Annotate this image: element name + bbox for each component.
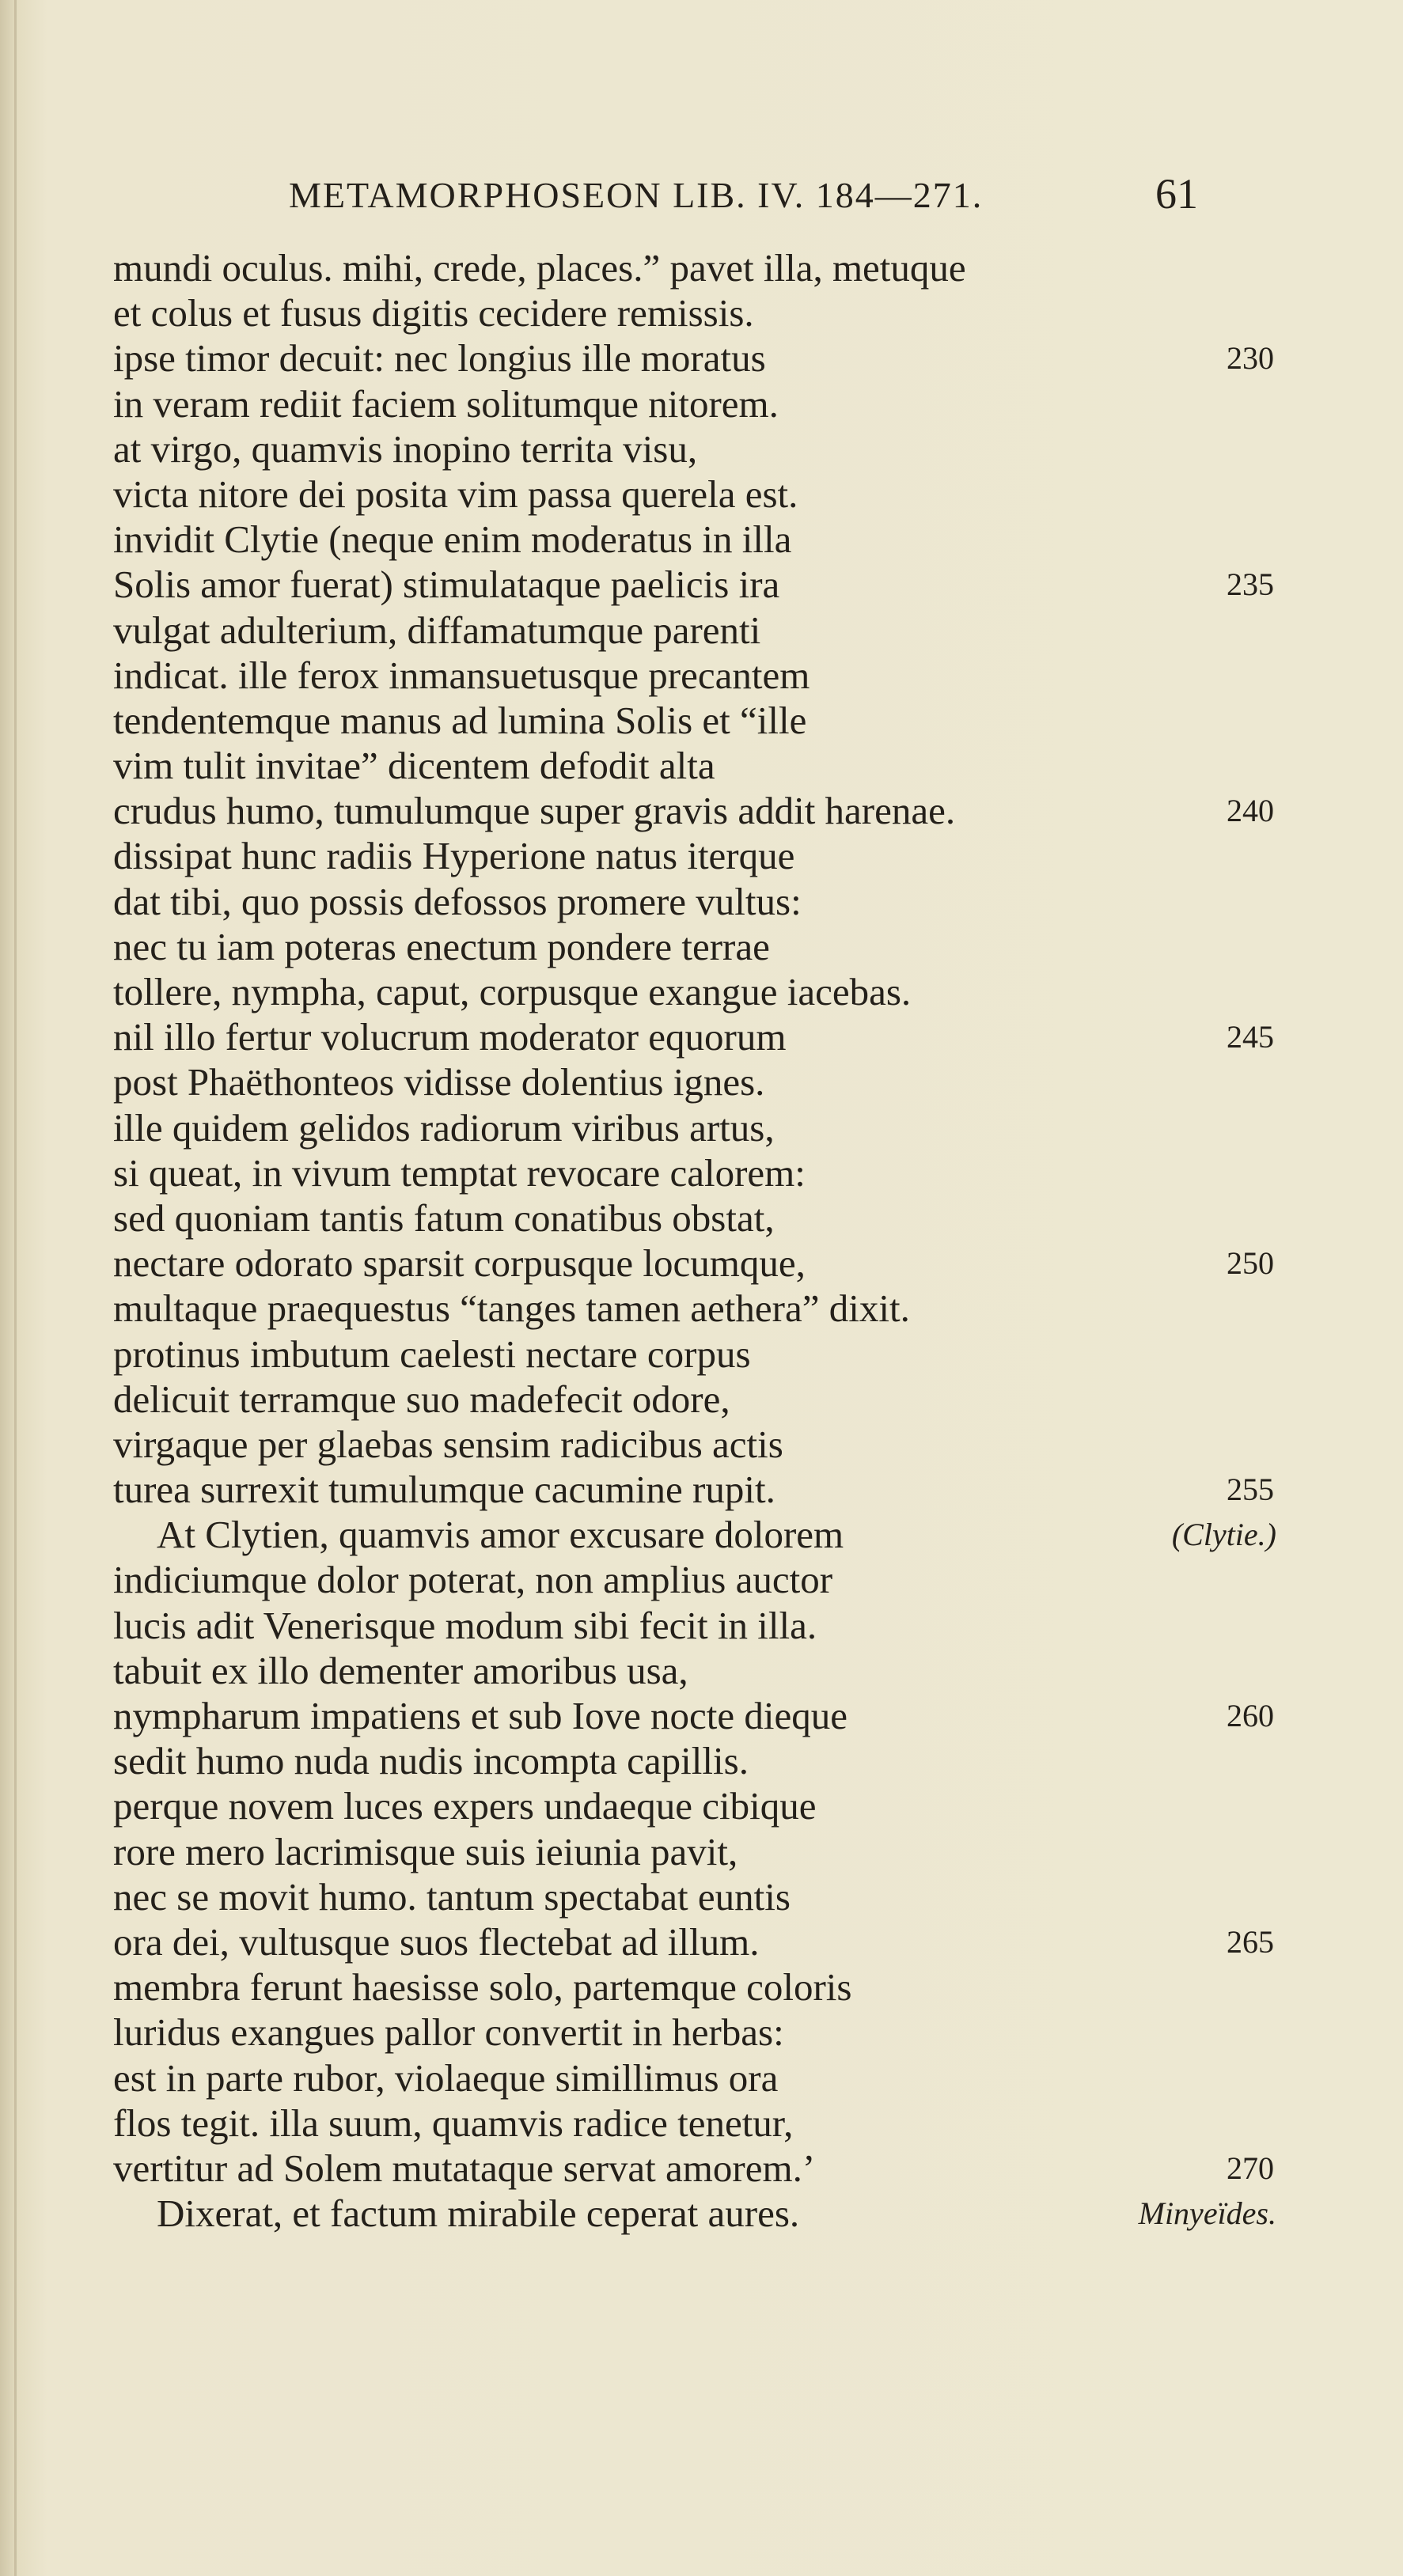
line-number: 235 xyxy=(1227,566,1274,603)
verse-line-text: mundi oculus. mihi, crede, places.” pavet illa, metuque xyxy=(113,246,966,290)
running-title: METAMORPHOSEON LIB. IV. 184—271. xyxy=(289,175,984,215)
verse-line xyxy=(0,608,1403,653)
verse-line xyxy=(0,1241,1403,1286)
verse-line xyxy=(0,833,1403,878)
verse-line xyxy=(0,2191,1403,2236)
verse-line-text: at virgo, quamvis inopino territa visu, xyxy=(113,426,698,471)
verse-line xyxy=(0,1919,1403,1964)
verse-line xyxy=(0,1014,1403,1059)
verse-line xyxy=(0,924,1403,969)
verse-line xyxy=(0,290,1403,335)
verse-line-text: post Phaëthonteos vidisse dolentius ignes. xyxy=(113,1060,765,1104)
verse-line xyxy=(0,698,1403,743)
verse-line xyxy=(0,969,1403,1014)
verse-line-text: in veram rediit faciem solitumque nitorem. xyxy=(113,381,779,426)
margin-note: Minyeïdes. xyxy=(1138,2195,1276,2232)
line-number: 250 xyxy=(1227,1245,1274,1282)
running-header xyxy=(0,170,1403,222)
verse-line xyxy=(0,2101,1403,2146)
verse-line-text: crudus humo, tumulumque super gravis addit harenae. xyxy=(113,789,956,833)
verse-line-text: invidit Clytie (neque enim moderatus in illa xyxy=(113,517,792,562)
verse-line-text: si queat, in vivum temptat revocare calorem: xyxy=(113,1150,806,1195)
page-number: 61 xyxy=(1155,170,1198,218)
verse-line xyxy=(0,472,1403,517)
verse-line-text: vim tulit invitae” dicentem defodit alta xyxy=(113,744,715,788)
margin-note: (Clytie.) xyxy=(1171,1517,1276,1553)
verse-line-text: turea surrexit tumulumque cacumine rupit. xyxy=(113,1468,775,1512)
verse-line xyxy=(0,1377,1403,1422)
verse-line xyxy=(0,562,1403,607)
verse-line xyxy=(0,381,1403,426)
verse-line xyxy=(0,1738,1403,1783)
verse-line-text: rore mero lacrimisque suis ieiunia pavit, xyxy=(113,1829,738,1873)
verse-line-text: multaque praequestus “tanges tamen aethera” dixit. xyxy=(113,1286,910,1331)
verse-line-text: ille quidem gelidos radiorum viribus artus, xyxy=(113,1105,775,1150)
verse-line-text: ipse timor decuit: nec longius ille moratus xyxy=(113,336,766,381)
verse-line xyxy=(0,1557,1403,1602)
verse-line-text: At Clytien, quamvis amor excusare dolorem xyxy=(157,1513,844,1557)
line-number: 260 xyxy=(1227,1698,1274,1733)
line-number: 255 xyxy=(1227,1472,1274,1508)
line-number: 245 xyxy=(1227,1019,1274,1055)
line-number: 240 xyxy=(1227,793,1274,829)
verse-line xyxy=(0,1603,1403,1648)
verse-line xyxy=(0,517,1403,562)
verse-line-text: membra ferunt haesisse solo, partemque coloris xyxy=(113,1965,852,2010)
verse-line-text: nympharum impatiens et sub Iove nocte dieque xyxy=(113,1694,848,1737)
verse-line-text: tabuit ex illo dementer amoribus usa, xyxy=(113,1648,688,1692)
verse-line xyxy=(0,1512,1403,1557)
verse-line xyxy=(0,1195,1403,1241)
verse-line xyxy=(0,2146,1403,2191)
verse-line xyxy=(0,1964,1403,2010)
verse-line-text: sed quoniam tantis fatum conatibus obstat, xyxy=(113,1195,775,1240)
verse-line xyxy=(0,2055,1403,2101)
verse-line xyxy=(0,1105,1403,1150)
verse-line xyxy=(0,2010,1403,2055)
verse-line-text: sedit humo nuda nudis incompta capillis. xyxy=(113,1739,749,1783)
verse-line-text: nil illo fertur volucrum moderator equorum xyxy=(113,1015,787,1059)
verse-line xyxy=(0,426,1403,472)
line-number: 270 xyxy=(1227,2150,1274,2186)
verse-line xyxy=(0,1783,1403,1828)
verse-line-text: tendentemque manus ad lumina Solis et “ille xyxy=(113,698,807,742)
verse-line xyxy=(0,1332,1403,1377)
verse-line xyxy=(0,1874,1403,1919)
verse-line-text: et colus et fusus digitis cecidere remissis. xyxy=(113,291,754,335)
verse-line-text: delicuit terramque suo madefecit odore, xyxy=(113,1377,730,1421)
verse-line-text: ora dei, vultusque suos flectebat ad illum. xyxy=(113,1919,760,1964)
verse-line xyxy=(0,1693,1403,1738)
verse-line-text: Dixerat, et factum mirabile ceperat aures. xyxy=(157,2191,800,2236)
verse-line xyxy=(0,1059,1403,1104)
verse-line xyxy=(0,1422,1403,1467)
verse-line-text: vulgat adulterium, diffamatumque parenti xyxy=(113,608,761,652)
verse-line xyxy=(0,1150,1403,1195)
verse-line xyxy=(0,1286,1403,1331)
verse-line-text: protinus imbutum caelesti nectare corpus xyxy=(113,1332,751,1376)
verse-line xyxy=(0,1648,1403,1693)
verse-line-text: indiciumque dolor poterat, non amplius auctor xyxy=(113,1558,833,1602)
verse-line-text: tollere, nympha, caput, corpusque exangue iacebas. xyxy=(113,970,912,1013)
line-number: 265 xyxy=(1227,1923,1274,1960)
verse-line-text: nec se movit humo. tantum spectabat euntis xyxy=(113,1874,791,1919)
verse-line xyxy=(0,788,1403,833)
verse-line-text: dissipat hunc radiis Hyperione natus iterque xyxy=(113,834,795,878)
verse-line-text: lucis adit Venerisque modum sibi fecit in illa. xyxy=(113,1603,817,1647)
verse-line-text: Solis amor fuerat) stimulataque paelicis ira xyxy=(113,563,780,607)
verse-line-text: vertitur ad Solem mutataque servat amorem.’ xyxy=(113,2146,816,2190)
verse-text xyxy=(0,245,1403,2236)
verse-line xyxy=(0,653,1403,698)
verse-line-text: luridus exangues pallor convertit in herbas: xyxy=(113,2010,784,2055)
verse-line xyxy=(0,879,1403,924)
verse-line-text: dat tibi, quo possis defossos promere vultus: xyxy=(113,879,802,923)
verse-line-text: virgaque per glaebas sensim radicibus actis xyxy=(113,1422,783,1466)
verse-line-text: victa nitore dei posita vim passa querela est. xyxy=(113,472,798,516)
verse-line-text: perque novem luces expers undaeque cibique xyxy=(113,1784,817,1828)
verse-line-text: est in parte rubor, violaeque simillimus ora xyxy=(113,2055,779,2100)
verse-line-text: flos tegit. illa suum, quamvis radice tenetur, xyxy=(113,2101,794,2145)
verse-line-text: nectare odorato sparsit corpusque locumque, xyxy=(113,1241,806,1286)
verse-line xyxy=(0,1829,1403,1874)
verse-line xyxy=(0,335,1403,381)
verse-line xyxy=(0,1467,1403,1512)
verse-line-text: nec tu iam poteras enectum pondere terrae xyxy=(113,924,770,968)
line-number: 230 xyxy=(1227,340,1274,377)
verse-line xyxy=(0,245,1403,290)
verse-line xyxy=(0,743,1403,788)
verse-line-text: indicat. ille ferox inmansuetusque precantem xyxy=(113,653,810,697)
